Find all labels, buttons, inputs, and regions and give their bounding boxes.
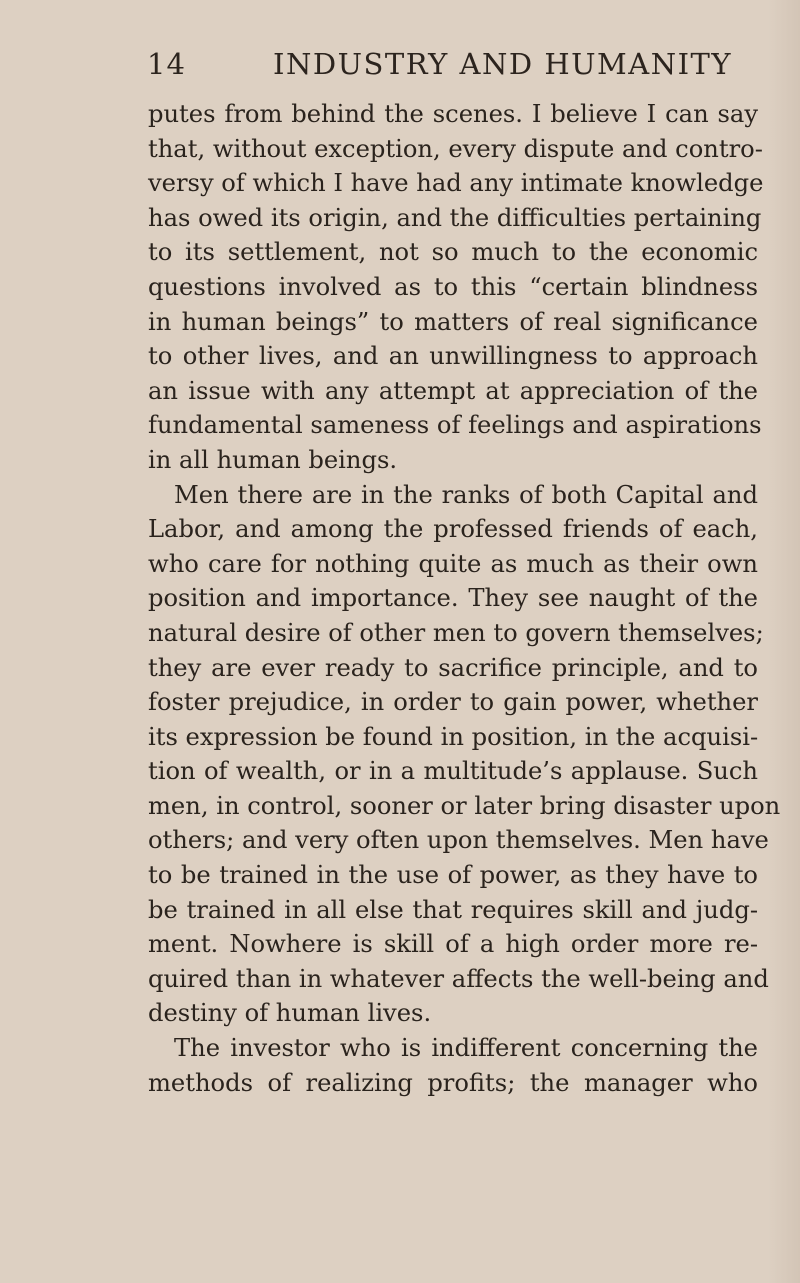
text-line: methods of realizing profits; the manager who <box>148 1068 758 1097</box>
text-line: Labor, and among the professed friends of each, <box>148 515 758 544</box>
text-line: others; and very often upon themselves. Men have <box>148 826 769 855</box>
page-header <box>147 44 757 92</box>
paragraph-1 <box>148 97 764 478</box>
text-line: who care for nothing quite as much as their own <box>148 549 758 578</box>
text-line: an issue with any attempt at appreciation of the <box>148 376 758 405</box>
text-line: destiny of human lives. <box>148 999 432 1028</box>
text-line: be trained in all else that requires skill and judg- <box>148 895 758 924</box>
text-line: to other lives, and an unwillingness to approach <box>148 342 758 371</box>
body-text <box>148 97 781 1100</box>
text-line: ment. Nowhere is skill of a high order more re- <box>148 930 758 959</box>
text-line: putes from behind the scenes. I believe I can say <box>148 100 758 128</box>
text-line: fundamental sameness of feelings and aspirations <box>148 411 762 440</box>
text-line: foster prejudice, in order to gain power, whether <box>148 688 758 717</box>
paragraph-3 <box>148 1031 758 1100</box>
text-line: questions involved as to this “certain blindness <box>148 272 758 301</box>
text-line: The investor who is indifferent concerning the <box>174 1034 758 1063</box>
text-line: men, in control, sooner or later bring disaster upon <box>148 791 781 820</box>
text-line: in all human beings. <box>148 445 398 474</box>
page-number: 14 <box>147 47 186 81</box>
text-line: that, without exception, every dispute and contro- <box>148 134 763 163</box>
text-line: position and importance. They see naught of the <box>148 584 758 613</box>
text-line: to be trained in the use of power, as they have to <box>148 861 758 890</box>
text-line: versy of which I have had any intimate knowledge <box>148 169 764 198</box>
text-line: tion of wealth, or in a multitude’s applause. Such <box>148 757 758 786</box>
text-line: quired than in whatever affects the well-being and <box>148 964 769 993</box>
text-line: its expression be found in position, in the acquisi- <box>148 722 759 751</box>
running-title: INDUSTRY AND HUMANITY <box>273 47 733 81</box>
text-line: in human beings” to matters of real significance <box>148 307 758 336</box>
text-line: to its settlement, not so much to the economic <box>148 238 758 267</box>
text-line: has owed its origin, and the difficulties pertaining <box>148 203 762 232</box>
text-line: natural desire of other men to govern themselves; <box>148 618 764 647</box>
paragraph-2 <box>148 478 781 1032</box>
text-line: they are ever ready to sacrifice principle, and to <box>148 653 758 682</box>
text-line: Men there are in the ranks of both Capital and <box>174 480 758 509</box>
